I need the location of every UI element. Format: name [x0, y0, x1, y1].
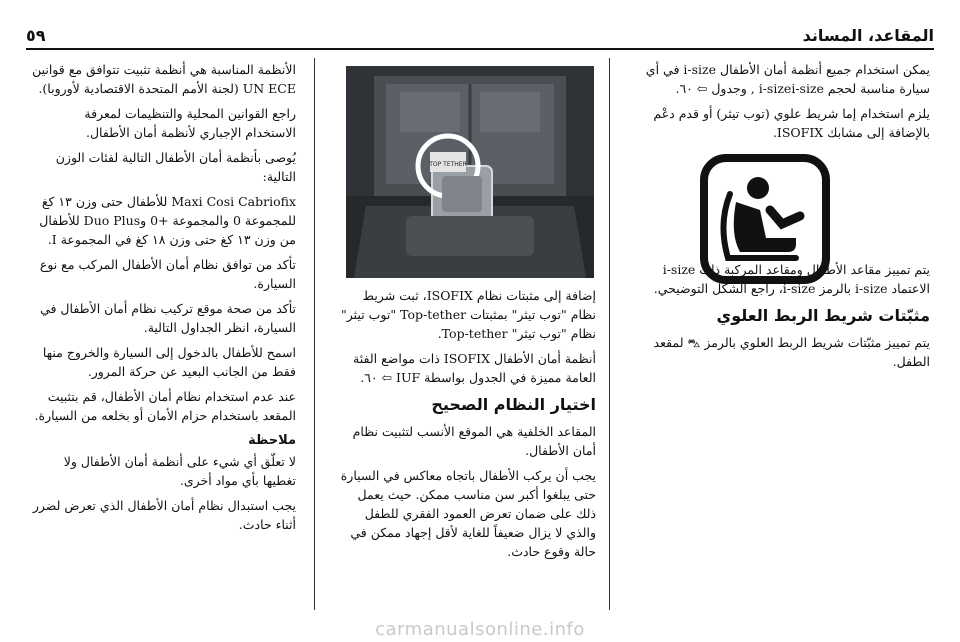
tag-label: TOP TETHER — [429, 161, 467, 168]
paragraph: يجب أن يركب الأطفال باتجاه معاكس في السيارة حتى يبلغوا أكبر سن مناسب ممكن. حيث يعمل ذلك على ضمان تعرض العمود الفقري للطفل والذي لا يزال ضعيفاً للغاية لأقل إجهاد ممكن في حالة وقوع حادث. — [340, 468, 596, 559]
section-heading: اختيار النظام الصحيح — [431, 395, 596, 414]
page-number: ٥٩ — [26, 25, 46, 45]
paragraph: يجب استبدال نظام أمان الأطفال الذي تعرض لضرر أثناء حادث. — [32, 498, 296, 532]
page-header — [26, 22, 934, 50]
trunk-photo — [346, 66, 594, 278]
paragraph: يمكن استخدام جميع أنظمة أمان الأطفال i-size في أي سيارة مناسبة لحجم i-sizei-size , وجدول ⇦ ٦٠. — [645, 62, 930, 96]
middle-column — [334, 286, 596, 567]
paragraph: Maxi Cosi Cabriofix للأطفال حتى وزن ١٣ كغ للمجموعة 0 والمجموعة +0 وDuo Plus للأطفال من وزن ١٣ كغ حتى وزن ١٨ كغ في المجموعة I. — [39, 194, 296, 247]
paragraph: راجع القوانين المحلية والتنظيمات لمعرفة الاستخدام الإجباري لأنظمة أمان الأطفال. — [84, 106, 296, 140]
paragraph: إضافة إلى مثبتات نظام ISOFIX، ثبت شريط نظام "توب تيثر" بمثبتات Top-tether "توب تيثر" نظام "توب تيثر" Top-tether. — [341, 288, 596, 341]
paragraph: عند عدم استخدام نظام أمان الأطفال، قم بتثبيت المقعد باستخدام حزام الأمان أو بخلعه من السيارة. — [34, 389, 296, 423]
paragraph: تأكد من توافق نظام أمان الأطفال المركب مع نوع السيارة. — [39, 257, 296, 291]
paragraph: لا تعلّق أي شيء على أنظمة أمان الأطفال ولا تغطيها بأي مواد أخرى. — [63, 454, 296, 488]
paragraph: يلزم استخدام إما شريط علوي (توب تيثر) أو قدم دعْم بالإضافة إلى مشابك ISOFIX. — [653, 106, 930, 140]
child-seat-icon — [700, 154, 830, 284]
column-divider-left — [314, 58, 315, 610]
section-heading: مثبّتات شريط الربط العلوي — [716, 306, 930, 325]
section-title: المقاعد، المساند — [802, 25, 934, 45]
paragraph: اسمح للأطفال بالدخول إلى السيارة والخروج منها فقط من الجانب البعيد عن حركة المرور. — [42, 345, 296, 379]
paragraph: أنظمة أمان الأطفال ISOFIX ذات مواضع الفئة العامة مميزة في الجدول بواسطة IUF ⇦ ٦٠. — [353, 351, 596, 385]
paragraph: يتم تمييز مثبّتات شريط الربط العلوي بالرمز ⛍ لمقعد الطفل. — [653, 335, 930, 369]
column-divider-right — [609, 58, 610, 610]
note-heading: ملاحظة — [248, 433, 296, 448]
watermark-text: carmanualsonline.info — [375, 618, 585, 640]
paragraph: المقاعد الخلفية هي الموقع الأنسب لتثبيت نظام أمان الأطفال. — [352, 424, 596, 458]
paragraph: تأكد من صحة موقع تركيب نظام أمان الأطفال في السيارة، انظر الجداول التالية. — [40, 301, 296, 335]
paragraph: يُوصى بأنظمة أمان الأطفال التالية لفئات الوزن التالية: — [55, 150, 296, 184]
watermark — [0, 616, 960, 642]
paragraph: الأنظمة المناسبة هي أنظمة تثبيت تتوافق مع قوانين UN ECE (لجنة الأمم المتحدة الاقتصادية لأوروبا). — [32, 62, 296, 96]
paragraph: يتم تمييز مقاعد الأطفال ومقاعد المركبة ذات i-size الاعتماد i-size بالرمز i-size، راجع الشكل التوضيحي. — [653, 262, 930, 296]
left-column — [30, 60, 296, 540]
